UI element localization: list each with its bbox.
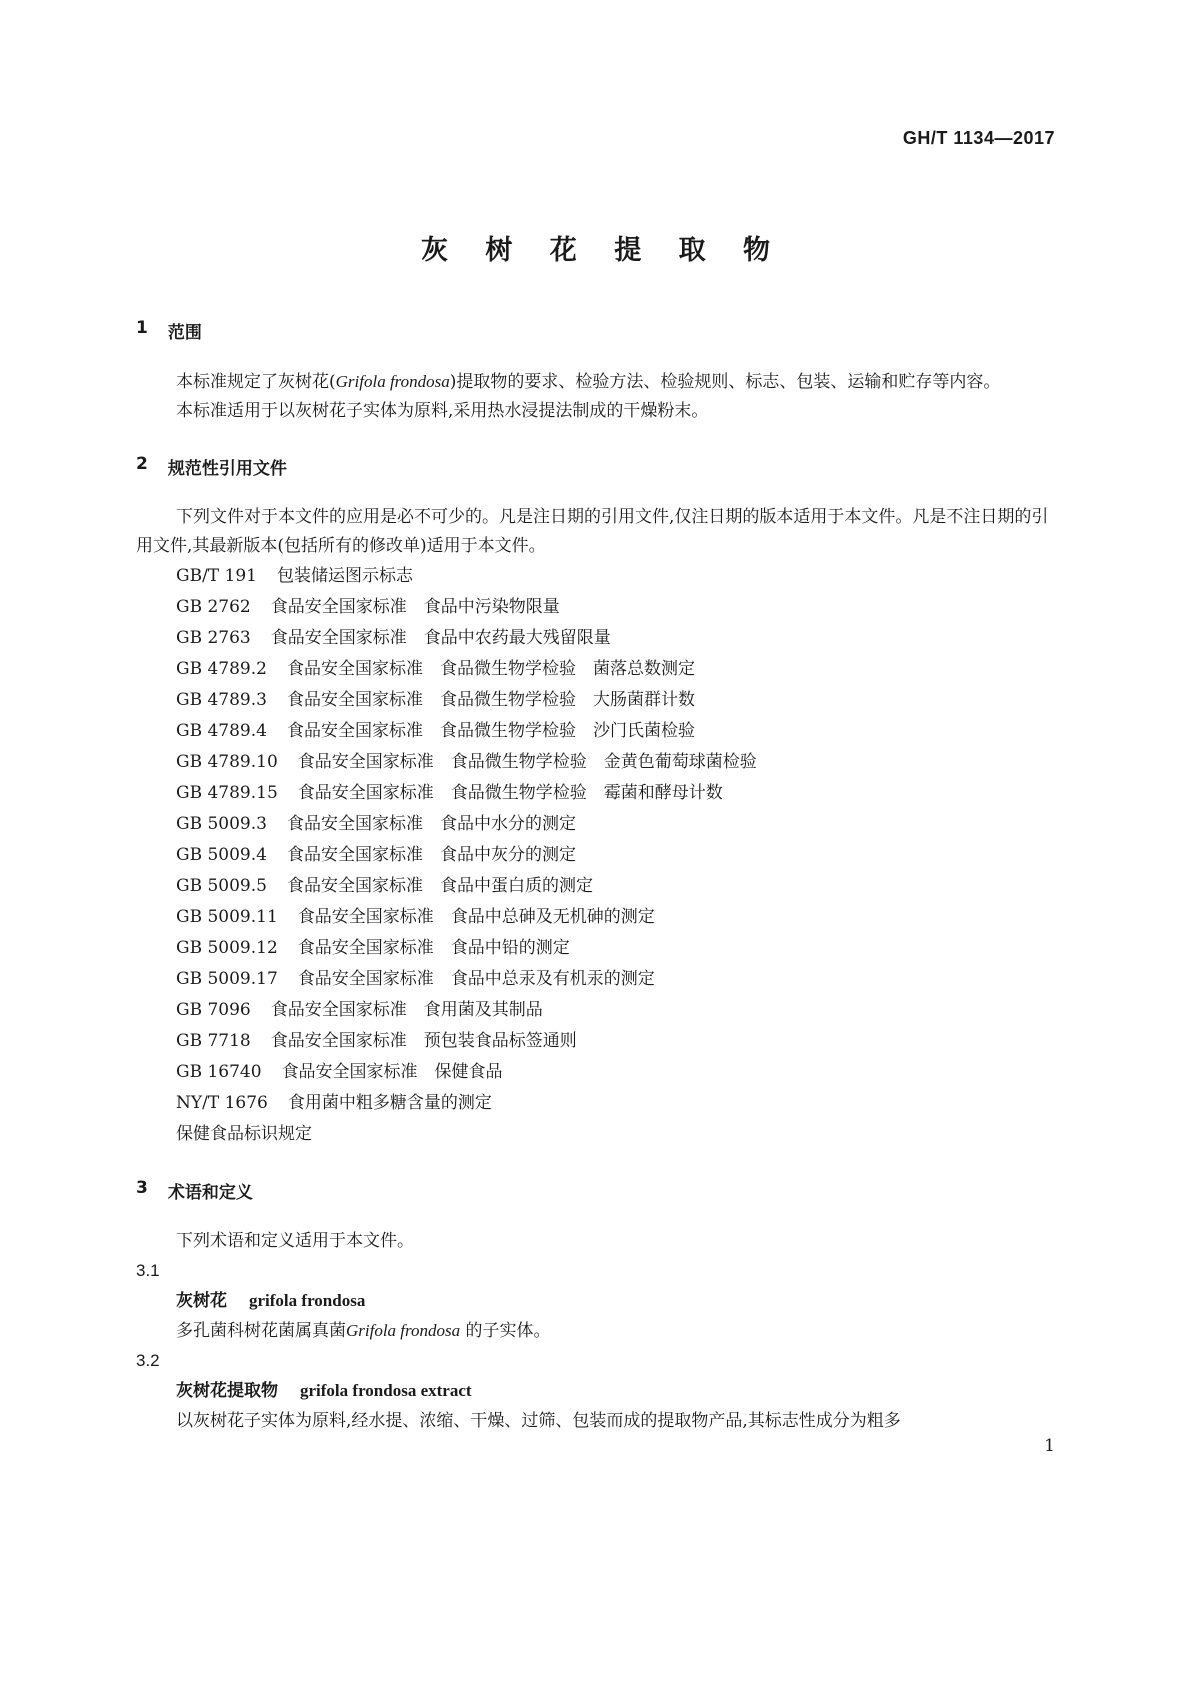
reference-code: GB 7096 <box>176 1000 251 1020</box>
section-title: 范围 <box>167 323 202 343</box>
reference-item <box>136 654 1056 685</box>
reference-code: GB 2762 <box>176 597 251 617</box>
term-definition <box>136 1316 1056 1346</box>
reference-title: 食品安全国家标准 食品中总砷及无机砷的测定 <box>297 907 655 927</box>
reference-item <box>136 964 1056 995</box>
section-number: 2 <box>136 454 148 474</box>
reference-item <box>136 685 1056 716</box>
reference-code: GB 5009.11 <box>176 907 278 927</box>
reference-code: GB 4789.4 <box>176 721 267 741</box>
scope-text: )提取物的要求、检验方法、检验规则、标志、包装、运输和贮存等内容。 <box>449 372 1001 392</box>
scope-paragraph-1 <box>136 367 1056 397</box>
reference-code: GB 4789.2 <box>176 659 267 679</box>
term-heading <box>136 1376 1056 1406</box>
reference-title: 食品安全国家标准 食品中污染物限量 <box>270 597 560 617</box>
reference-title: 食品安全国家标准 食品中灰分的测定 <box>286 845 576 865</box>
reference-code: GB 2763 <box>176 628 251 648</box>
references-intro: 下列文件对于本文件的应用是必不可少的。凡是注日期的引用文件,仅注日期的版本适用于本文件。凡是不注日期的引用文件,其最新版本(包括所有的修改单)适用于本文件。 <box>136 507 1049 556</box>
term-number: 3.2 <box>136 1351 160 1370</box>
definition-text: 多孔菌科树花菌属真菌 <box>176 1321 346 1341</box>
latin-name: Grifola frondosa <box>346 1321 461 1340</box>
reference-code: GB 16740 <box>176 1062 262 1082</box>
reference-title: 食品安全国家标准 食品微生物学检验 沙门氏菌检验 <box>286 721 695 741</box>
standard-number: GH/T 1134—2017 <box>902 128 1055 148</box>
reference-code: GB 5009.17 <box>176 969 278 989</box>
reference-item <box>136 840 1056 871</box>
reference-item <box>136 778 1056 809</box>
section-number: 1 <box>136 318 148 338</box>
reference-code: GB/T 191 <box>176 566 257 586</box>
section-number: 3 <box>136 1178 148 1198</box>
document-body <box>136 318 1056 1436</box>
definition-text: 的子实体。 <box>465 1321 551 1341</box>
scope-paragraph-2: 本标准适用于以灰树花子实体为原料,采用热水浸提法制成的干燥粉末。 <box>176 401 709 421</box>
reference-item <box>136 1026 1056 1057</box>
section-title: 术语和定义 <box>167 1183 253 1203</box>
reference-item <box>136 871 1056 902</box>
reference-code: GB 5009.5 <box>176 876 267 896</box>
reference-title: 保健食品标识规定 <box>176 1124 312 1144</box>
reference-item <box>136 902 1056 933</box>
term-en: grifola frondosa <box>249 1291 366 1310</box>
reference-title: 食品安全国家标准 食品微生物学检验 菌落总数测定 <box>286 659 695 679</box>
scope-text: 本标准规定了灰树花( <box>176 372 336 392</box>
reference-item <box>136 809 1056 840</box>
section-heading-scope <box>136 318 1056 343</box>
term-heading <box>136 1286 1056 1316</box>
reference-title: 食品安全国家标准 食品中铅的测定 <box>297 938 570 958</box>
reference-title: 食品安全国家标准 食品中水分的测定 <box>286 814 576 834</box>
page-number: 1 <box>1044 1436 1055 1456</box>
reference-item <box>136 995 1056 1026</box>
term-en: grifola frondosa extract <box>300 1381 472 1400</box>
section-heading-terms <box>136 1178 1056 1203</box>
document-title: 灰 树 花 提 取 物 <box>421 235 784 266</box>
terms-intro: 下列术语和定义适用于本文件。 <box>176 1231 414 1251</box>
reference-title: 食品安全国家标准 食品微生物学检验 大肠菌群计数 <box>286 690 695 710</box>
reference-title: 食品安全国家标准 保健食品 <box>281 1062 503 1082</box>
reference-code: GB 5009.12 <box>176 938 278 958</box>
reference-title: 包装储运图示标志 <box>277 566 413 586</box>
term-number: 3.1 <box>136 1261 160 1280</box>
reference-item <box>136 592 1056 623</box>
reference-item <box>136 1088 1056 1119</box>
reference-code: GB 4789.3 <box>176 690 267 710</box>
reference-title: 食品安全国家标准 食品微生物学检验 金黄色葡萄球菌检验 <box>297 752 757 772</box>
reference-title: 食用菌中粗多糖含量的测定 <box>287 1093 492 1113</box>
reference-code: GB 5009.3 <box>176 814 267 834</box>
section-title: 规范性引用文件 <box>167 459 287 479</box>
term-definition: 以灰树花子实体为原料,经水提、浓缩、干燥、过筛、包装而成的提取物产品,其标志性成分为粗多 <box>176 1411 901 1431</box>
reference-code: NY/T 1676 <box>176 1093 268 1113</box>
section-heading-references <box>136 454 1056 479</box>
reference-title: 食品安全国家标准 食品中蛋白质的测定 <box>286 876 593 896</box>
reference-item <box>136 1057 1056 1088</box>
reference-item <box>136 561 1056 592</box>
reference-code: GB 5009.4 <box>176 845 267 865</box>
reference-item <box>136 747 1056 778</box>
reference-item <box>136 1119 1056 1150</box>
reference-item <box>136 623 1056 654</box>
reference-title: 食品安全国家标准 食用菌及其制品 <box>270 1000 543 1020</box>
reference-item <box>136 716 1056 747</box>
reference-title: 食品安全国家标准 预包装食品标签通则 <box>270 1031 577 1051</box>
latin-name: Grifola frondosa <box>335 372 450 391</box>
reference-code: GB 7718 <box>176 1031 251 1051</box>
reference-code: GB 4789.15 <box>176 783 278 803</box>
reference-code: GB 4789.10 <box>176 752 278 772</box>
term-zh: 灰树花提取物 <box>176 1381 278 1401</box>
reference-title: 食品安全国家标准 食品中农药最大残留限量 <box>270 628 611 648</box>
reference-title: 食品安全国家标准 食品中总汞及有机汞的测定 <box>297 969 655 989</box>
reference-list <box>136 561 1056 1150</box>
term-zh: 灰树花 <box>176 1291 227 1311</box>
reference-title: 食品安全国家标准 食品微生物学检验 霉菌和酵母计数 <box>297 783 723 803</box>
reference-item <box>136 933 1056 964</box>
